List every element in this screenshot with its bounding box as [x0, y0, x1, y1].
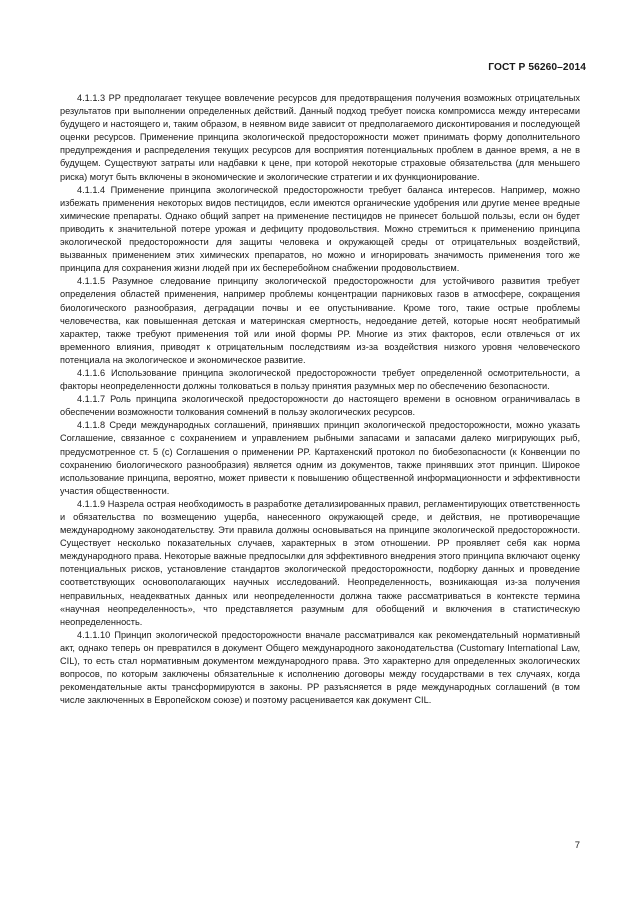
page-number: 7 — [574, 840, 580, 851]
paragraph-4-1-1-5: 4.1.1.5 Разумное следование принципу экологической предосторожности для устойчивого развития требует определения областей применения, например проблемы концентрации парниковых газов в атмосфере, сокращения биологического разнообразия, деградации почвы и ее опустынивание. Кроме того, такие острые проблемы человечества, как повышенная детская и материнская смертность, недоедание детей, которые носят необратимый характер, также требуют применения той или иной формы PP. Многие из этих факторов, если отвлечься от их временного влияния, приводят к отрицательным последствиям из-за воздействия низкого уровня человеческого потенциала на экологическое и экономическое развитие. — [60, 276, 580, 365]
document-standard-id: ГОСТ Р 56260–2014 — [488, 62, 586, 73]
paragraph-4-1-1-7: 4.1.1.7 Роль принципа экологической предосторожности до настоящего времени в основном ограничивалась в обеспечении возможности толкования сомнений в пользу экологических ресурсов. — [60, 394, 580, 418]
paragraph-4-1-1-4: 4.1.1.4 Применение принципа экологической предосторожности требует баланса интересов. Например, можно избежать применения некоторых видов пестицидов, если имеются органические удобрения или другие менее вредные химические препараты. Однако общий запрет на применение пестицидов не принесет большой пользы, если он будет приводить к значительной потере урожая и дефициту продовольствия. Можно стремиться к применению принципа экологической предосторожности для защиты человека и окружающей среды от отрицательных воздействий, вызванных применением этих химических препаратов, но можно и игнорировать значимость применения того же принципа для сохранения жизни людей при их бесперебойном снабжении продовольствием. — [60, 184, 580, 274]
paragraph-4-1-1-3: 4.1.1.3 PP предполагает текущее вовлечение ресурсов для предотвращения получения возможных отрицательных результатов при выполнении определенных действий. Данный подход требует поиска компромисса между интересами будущего и настоящего и, таким образом, в неявном виде зависит от предполагаемого дисконтирования и последующей оценки ресурсов. Применение принципа экологической предосторожности может принимать форму дополнительного предупреждения и распределения текущих ресурсов для восприятия потенциальных проблем в данное время, а не в будущем. Существуют затраты или надбавки к цене, при которой некоторые страховые обязательства (для меньшего риска) могут быть включены в экономические и экологические стратегии и их функционирование. — [60, 93, 580, 182]
document-body — [60, 92, 580, 707]
paragraph-4-1-1-9: 4.1.1.9 Назрела острая необходимость в разработке детализированных правил, регламентирующих ответственность и обязательства по возмещению ущерба, нанесенного окружающей среде, и действия, не противоречащие международному законодательству. Эти правила должны основываться на принципе экологической предосторожности. Существует несколько показательных случаев, характерных в этом отношении. PP проявляет себя как норма международного права. Некоторые важные предпосылки для эффективного внедрения этого принципа включают оценку потенциальных рисков, установление стандартов экологической предосторожности, подборку данных и проведение соответствующих основополагающих научных исследований. Неопределенность, возникающая из-за получения неправильных, неадекватных данных или неопределенности должна также рассматриваться в контексте термина «научная неопределенность», что представляется разумным для обобщений и включения в статистическую неопределенность. — [60, 498, 580, 627]
paragraph-4-1-1-6: 4.1.1.6 Использование принципа экологической предосторожности требует определенной осмотрительности, а факторы неопределенности должны толковаться в пользу принятия разумных мер по обеспечению безопасности. — [60, 367, 580, 392]
paragraph-4-1-1-8: 4.1.1.8 Среди международных соглашений, принявших принцип экологической предосторожности, можно указать Соглашение, связанное с сохранением и управлением рыбными запасами и запасами далеко мигрирующих рыб, предусмотренное ст. 5 (c) Соглашения о применении PP. Картахенский протокол по биобезопасности (к Конвенции по сохранению биологического разнообразия) является одним из документов, также принявших этот принцип. Широкое использование принципа, вероятно, может привести к повышению общественной информационности и эффективности участия общественности. — [60, 420, 580, 496]
paragraph-4-1-1-10: 4.1.1.10 Принцип экологической предосторожности вначале рассматривался как рекомендательный нормативный акт, однако теперь он превратился в документ Общего международного законодательства (Customary International Law, CIL), то есть стал нормативным документом международного права. Это характерно для определенных экологических вопросов, по которым заключены обязательные к исполнению договоры между государствами в тех случаях, когда рекомендательные акты трансформируются в законы. PP разъясняется в ряде международных соглашений (в том числе заключенных в Европейском союзе) и поэтому расценивается как документ CIL. — [60, 629, 580, 706]
